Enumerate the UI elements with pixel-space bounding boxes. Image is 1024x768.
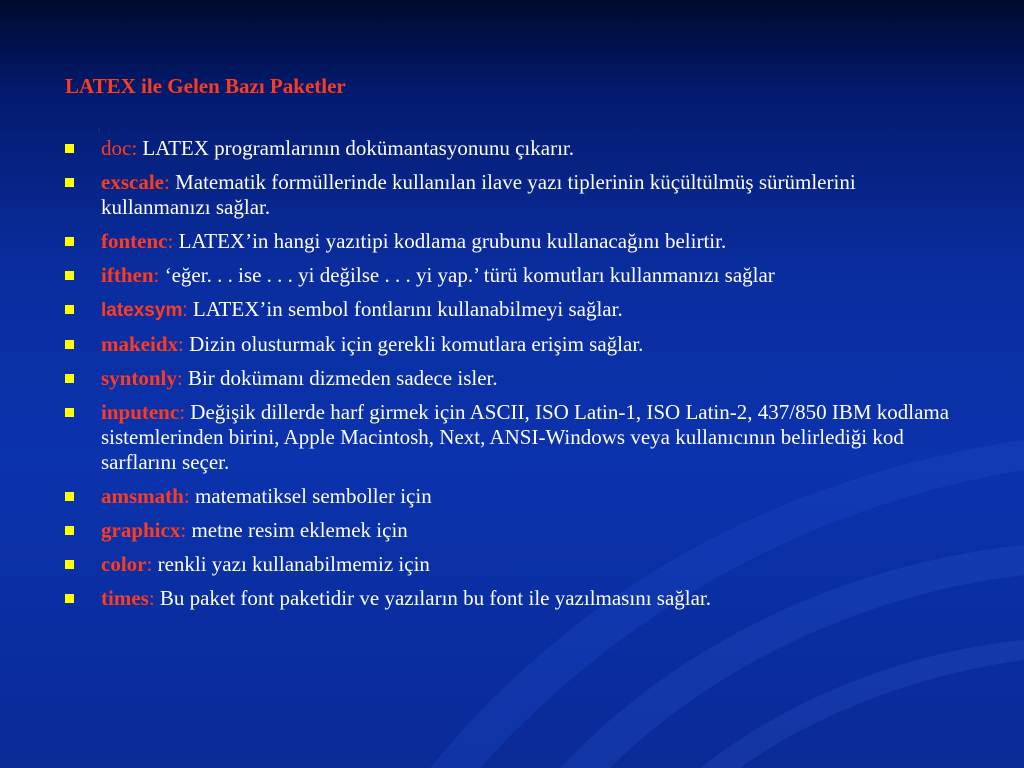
package-description: LATEX programlarının dokümantasyonunu çıkarır.: [137, 136, 574, 160]
package-name: amsmath: [101, 484, 184, 508]
square-bullet-icon: [65, 237, 74, 246]
list-item: [62, 366, 962, 391]
package-name: times: [101, 586, 149, 610]
package-list: [62, 136, 962, 620]
package-name: exscale: [101, 170, 164, 194]
package-description: LATEX’in hangi yazıtipi kodlama grubunu kullanacağını belirtir.: [173, 229, 727, 253]
list-item: [62, 297, 962, 323]
square-bullet-icon: [65, 305, 74, 314]
list-item: [62, 586, 962, 611]
package-description: ‘eğer. . . ise . . . yi değilse . . . yi yap.’ türü komutları kullanmanızı sağlar: [159, 263, 775, 287]
package-name: syntonly: [101, 366, 177, 390]
slide-title: LATEX ile Gelen Bazı Paketler: [65, 74, 346, 98]
package-name: ifthen: [101, 263, 154, 287]
separator: :: [182, 300, 188, 321]
separator: :: [153, 263, 160, 287]
package-description: LATEX’in sembol fontlarını kullanabilmeyi sağlar.: [187, 297, 623, 321]
square-bullet-icon: [65, 340, 74, 349]
separator: :: [178, 332, 184, 356]
separator: :: [163, 170, 170, 194]
list-item: [62, 552, 962, 577]
list-item: [62, 136, 962, 161]
list-item: [62, 229, 962, 254]
package-description: metne resim eklemek için: [186, 518, 408, 542]
separator: :: [167, 229, 174, 253]
square-bullet-icon: [65, 271, 74, 280]
package-name: color: [101, 552, 147, 576]
square-bullet-icon: [65, 560, 74, 569]
package-name: fontenc: [101, 229, 168, 253]
package-description: Bir dokümanı dizmeden sadece isler.: [182, 366, 498, 390]
square-bullet-icon: [65, 144, 74, 153]
square-bullet-icon: [65, 408, 74, 417]
separator: :: [146, 552, 153, 576]
list-item: [62, 400, 962, 475]
package-name: graphicx: [101, 518, 181, 542]
list-item: [62, 170, 962, 220]
package-description: Değişik dillerde harf girmek için ASCII, ISO Latin-1, ISO Latin-2, 437/850 IBM kodlama sistemlerinden birini, Apple Macintosh, Next, ANSI-Windows veya kullanıcının belirlediği kod sarflarını seçer.: [101, 400, 950, 474]
package-name: latexsym: [101, 300, 183, 321]
square-bullet-icon: [65, 374, 74, 383]
square-bullet-icon: [65, 492, 74, 501]
package-name: doc: [101, 136, 132, 160]
separator: :: [183, 484, 190, 508]
separator: :: [148, 586, 155, 610]
package-description: matematiksel semboller için: [189, 484, 432, 508]
package-name: makeidx: [101, 332, 179, 356]
list-item: [62, 332, 962, 357]
package-description: Matematik formüllerinde kullanılan ilave yazı tiplerinin küçültülmüş sürümlerini kullanmanızı sağlar.: [101, 170, 856, 219]
separator: :: [179, 400, 186, 424]
square-bullet-icon: [65, 526, 74, 535]
package-description: Dizin olusturmak için gerekli komutlara erişim sağlar.: [183, 332, 644, 356]
separator: :: [176, 366, 183, 390]
square-bullet-icon: [65, 594, 74, 603]
package-description: Bu paket font paketidir ve yazıların bu font ile yazılmasını sağlar.: [154, 586, 712, 610]
package-description: renkli yazı kullanabilmemiz için: [152, 552, 430, 576]
package-name: inputenc: [101, 400, 180, 424]
list-item: [62, 518, 962, 543]
separator: :: [131, 136, 138, 160]
list-item: [62, 484, 962, 509]
square-bullet-icon: [65, 178, 74, 187]
list-item: [62, 263, 962, 288]
separator: :: [180, 518, 187, 542]
